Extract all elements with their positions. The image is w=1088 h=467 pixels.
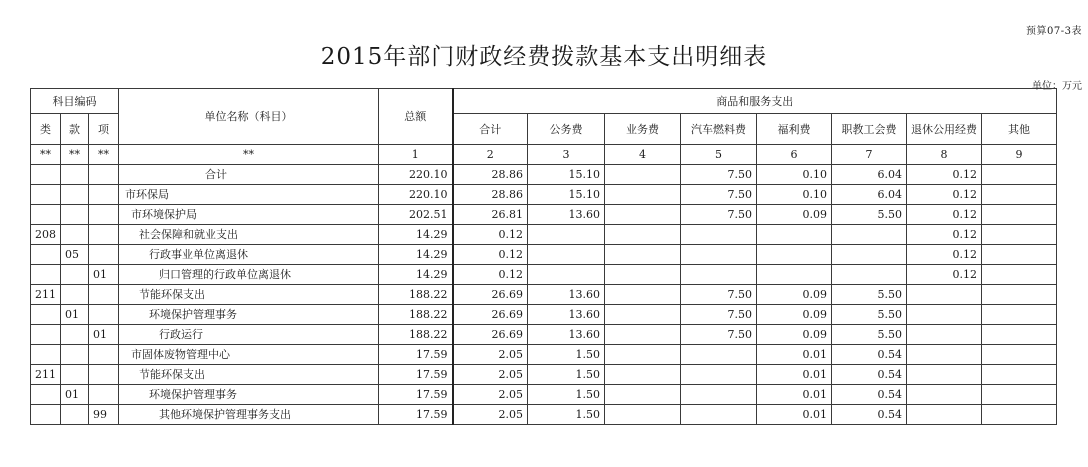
value-cell: 1.50 xyxy=(528,405,605,425)
table-row xyxy=(31,385,1057,405)
value-cell: 5.50 xyxy=(832,205,907,225)
unit-name-cell: 归口管理的行政单位离退休 xyxy=(119,265,379,285)
value-cell xyxy=(681,225,757,245)
table-row xyxy=(31,305,1057,325)
value-cell xyxy=(605,345,681,365)
value-cell xyxy=(757,245,832,265)
index-cell: 2 xyxy=(453,145,528,165)
value-cell xyxy=(528,265,605,285)
value-cell xyxy=(605,385,681,405)
value-cell: 13.60 xyxy=(528,325,605,345)
unit-name-cell: 节能环保支出 xyxy=(119,285,379,305)
value-cell xyxy=(907,405,982,425)
value-cell: 13.60 xyxy=(528,285,605,305)
table-row xyxy=(31,325,1057,345)
table-row xyxy=(31,165,1057,185)
value-cell: 0.12 xyxy=(907,205,982,225)
total-cell: 17.59 xyxy=(379,385,453,405)
value-cell xyxy=(681,385,757,405)
unit-name-cell: 市固体废物管理中心 xyxy=(119,345,379,365)
value-cell xyxy=(907,385,982,405)
value-cell: 6.04 xyxy=(832,165,907,185)
kuan-header: 款 xyxy=(61,114,89,145)
lei-cell xyxy=(31,345,61,365)
value-cell xyxy=(528,225,605,245)
col-header-gongwu: 公务费 xyxy=(528,114,605,145)
unit-name-cell: 行政事业单位离退休 xyxy=(119,245,379,265)
value-cell: 1.50 xyxy=(528,385,605,405)
value-cell xyxy=(681,345,757,365)
value-cell xyxy=(982,165,1057,185)
table-row xyxy=(31,285,1057,305)
value-cell: 13.60 xyxy=(528,305,605,325)
value-cell xyxy=(757,265,832,285)
subject-code-header: 科目编码 xyxy=(31,89,119,114)
header-row-1 xyxy=(31,89,1057,114)
value-cell xyxy=(907,365,982,385)
xiang-cell: 01 xyxy=(89,325,119,345)
value-cell: 28.86 xyxy=(453,165,528,185)
value-cell: 2.05 xyxy=(453,385,528,405)
value-cell xyxy=(982,385,1057,405)
col-header-retire: 退休公用经费 xyxy=(907,114,982,145)
value-cell: 5.50 xyxy=(832,285,907,305)
value-cell: 0.54 xyxy=(832,385,907,405)
value-cell xyxy=(605,325,681,345)
kuan-cell: 01 xyxy=(61,385,89,405)
value-cell xyxy=(681,265,757,285)
unit-name-cell: 社会保障和就业支出 xyxy=(119,225,379,245)
kuan-cell xyxy=(61,165,89,185)
xiang-cell xyxy=(89,345,119,365)
value-cell xyxy=(982,305,1057,325)
value-cell: 0.12 xyxy=(907,225,982,245)
value-cell: 0.12 xyxy=(907,265,982,285)
value-cell xyxy=(982,285,1057,305)
value-cell xyxy=(982,245,1057,265)
unit-name-cell: 市环境保护局 xyxy=(119,205,379,225)
index-cell: ** xyxy=(119,145,379,165)
total-header: 总额 xyxy=(379,89,453,145)
kuan-cell xyxy=(61,345,89,365)
value-cell xyxy=(605,265,681,285)
xiang-cell xyxy=(89,165,119,185)
value-cell xyxy=(681,365,757,385)
index-cell: ** xyxy=(61,145,89,165)
total-cell: 188.22 xyxy=(379,285,453,305)
goods-services-header: 商品和服务支出 xyxy=(453,89,1057,114)
value-cell xyxy=(982,405,1057,425)
col-header-heji: 合计 xyxy=(453,114,528,145)
value-cell xyxy=(605,365,681,385)
col-header-other: 其他 xyxy=(982,114,1057,145)
value-cell xyxy=(832,245,907,265)
lei-cell xyxy=(31,385,61,405)
kuan-cell xyxy=(61,205,89,225)
value-cell: 0.10 xyxy=(757,185,832,205)
kuan-cell xyxy=(61,365,89,385)
table-row xyxy=(31,225,1057,245)
value-cell xyxy=(907,285,982,305)
value-cell xyxy=(982,325,1057,345)
col-header-union: 职教工会费 xyxy=(832,114,907,145)
table-row xyxy=(31,185,1057,205)
expenditure-table xyxy=(30,88,1057,425)
total-cell: 14.29 xyxy=(379,265,453,285)
total-cell: 188.22 xyxy=(379,305,453,325)
value-cell: 7.50 xyxy=(681,185,757,205)
total-cell: 14.29 xyxy=(379,245,453,265)
value-cell: 0.09 xyxy=(757,325,832,345)
value-cell: 0.09 xyxy=(757,285,832,305)
col-header-yewu: 业务费 xyxy=(605,114,681,145)
lei-cell xyxy=(31,325,61,345)
value-cell xyxy=(605,405,681,425)
value-cell xyxy=(605,185,681,205)
value-cell: 5.50 xyxy=(832,305,907,325)
index-cell: 6 xyxy=(757,145,832,165)
total-cell: 17.59 xyxy=(379,365,453,385)
value-cell xyxy=(605,165,681,185)
value-cell: 0.12 xyxy=(453,225,528,245)
table-row xyxy=(31,405,1057,425)
index-cell: 4 xyxy=(605,145,681,165)
value-cell: 15.10 xyxy=(528,185,605,205)
lei-cell xyxy=(31,165,61,185)
xiang-header: 项 xyxy=(89,114,119,145)
value-cell xyxy=(907,345,982,365)
value-cell xyxy=(605,305,681,325)
col-header-fuel: 汽车燃料费 xyxy=(681,114,757,145)
total-cell: 220.10 xyxy=(379,165,453,185)
value-cell xyxy=(982,365,1057,385)
index-row xyxy=(31,145,1057,165)
value-cell: 0.12 xyxy=(453,265,528,285)
kuan-cell xyxy=(61,225,89,245)
xiang-cell xyxy=(89,225,119,245)
kuan-cell xyxy=(61,265,89,285)
value-cell: 26.69 xyxy=(453,285,528,305)
unit-name-cell: 节能环保支出 xyxy=(119,365,379,385)
document-code: 预算07-3表 xyxy=(1026,26,1082,37)
value-cell xyxy=(982,225,1057,245)
value-cell: 5.50 xyxy=(832,325,907,345)
lei-cell: 211 xyxy=(31,365,61,385)
value-cell: 13.60 xyxy=(528,205,605,225)
value-cell: 0.54 xyxy=(832,345,907,365)
value-cell: 26.81 xyxy=(453,205,528,225)
value-cell: 2.05 xyxy=(453,345,528,365)
unit-label: 单位：万元 xyxy=(1032,81,1082,92)
lei-cell xyxy=(31,185,61,205)
index-cell: 5 xyxy=(681,145,757,165)
lei-cell: 211 xyxy=(31,285,61,305)
kuan-cell xyxy=(61,185,89,205)
total-cell: 202.51 xyxy=(379,205,453,225)
unit-name-header: 单位名称（科目） xyxy=(119,89,379,145)
unit-name-cell: 环境保护管理事务 xyxy=(119,385,379,405)
value-cell: 0.01 xyxy=(757,405,832,425)
index-cell: 1 xyxy=(379,145,453,165)
value-cell: 7.50 xyxy=(681,205,757,225)
value-cell: 6.04 xyxy=(832,185,907,205)
value-cell: 0.12 xyxy=(453,245,528,265)
table-row xyxy=(31,245,1057,265)
value-cell: 7.50 xyxy=(681,165,757,185)
page-title: 2015年部门财政经费拨款基本支出明细表 xyxy=(320,44,768,70)
value-cell xyxy=(982,185,1057,205)
index-cell: 8 xyxy=(907,145,982,165)
total-cell: 220.10 xyxy=(379,185,453,205)
col-header-welfare: 福利费 xyxy=(757,114,832,145)
xiang-cell xyxy=(89,305,119,325)
value-cell: 1.50 xyxy=(528,345,605,365)
value-cell: 0.01 xyxy=(757,345,832,365)
value-cell xyxy=(605,225,681,245)
table-row xyxy=(31,345,1057,365)
lei-cell xyxy=(31,305,61,325)
unit-name-cell: 其他环境保护管理事务支出 xyxy=(119,405,379,425)
total-cell: 14.29 xyxy=(379,225,453,245)
xiang-cell xyxy=(89,365,119,385)
value-cell: 7.50 xyxy=(681,325,757,345)
value-cell: 7.50 xyxy=(681,305,757,325)
xiang-cell xyxy=(89,185,119,205)
value-cell xyxy=(832,265,907,285)
value-cell: 0.10 xyxy=(757,165,832,185)
xiang-cell xyxy=(89,285,119,305)
value-cell xyxy=(907,325,982,345)
lei-cell xyxy=(31,245,61,265)
value-cell: 7.50 xyxy=(681,285,757,305)
xiang-cell xyxy=(89,245,119,265)
xiang-cell xyxy=(89,205,119,225)
lei-cell xyxy=(31,405,61,425)
value-cell: 28.86 xyxy=(453,185,528,205)
unit-name-cell: 行政运行 xyxy=(119,325,379,345)
value-cell: 0.54 xyxy=(832,365,907,385)
total-cell: 17.59 xyxy=(379,345,453,365)
value-cell xyxy=(605,205,681,225)
index-cell: 7 xyxy=(832,145,907,165)
index-cell: 3 xyxy=(528,145,605,165)
value-cell: 2.05 xyxy=(453,405,528,425)
table-row xyxy=(31,265,1057,285)
xiang-cell: 99 xyxy=(89,405,119,425)
value-cell xyxy=(982,265,1057,285)
value-cell: 0.12 xyxy=(907,185,982,205)
index-cell: ** xyxy=(31,145,61,165)
lei-cell xyxy=(31,265,61,285)
lei-header: 类 xyxy=(31,114,61,145)
value-cell: 0.54 xyxy=(832,405,907,425)
value-cell: 26.69 xyxy=(453,305,528,325)
index-cell: ** xyxy=(89,145,119,165)
value-cell xyxy=(757,225,832,245)
value-cell: 26.69 xyxy=(453,325,528,345)
unit-name-cell: 合计 xyxy=(119,165,379,185)
value-cell: 0.01 xyxy=(757,385,832,405)
value-cell: 0.09 xyxy=(757,305,832,325)
value-cell xyxy=(982,345,1057,365)
value-cell xyxy=(982,205,1057,225)
value-cell: 15.10 xyxy=(528,165,605,185)
value-cell xyxy=(681,405,757,425)
value-cell: 0.01 xyxy=(757,365,832,385)
value-cell: 2.05 xyxy=(453,365,528,385)
kuan-cell xyxy=(61,405,89,425)
kuan-cell xyxy=(61,285,89,305)
index-cell: 9 xyxy=(982,145,1057,165)
value-cell: 1.50 xyxy=(528,365,605,385)
value-cell xyxy=(907,305,982,325)
value-cell: 0.12 xyxy=(907,165,982,185)
value-cell xyxy=(605,245,681,265)
kuan-cell: 05 xyxy=(61,245,89,265)
value-cell: 0.12 xyxy=(907,245,982,265)
total-cell: 17.59 xyxy=(379,405,453,425)
total-cell: 188.22 xyxy=(379,325,453,345)
unit-name-cell: 环境保护管理事务 xyxy=(119,305,379,325)
kuan-cell xyxy=(61,325,89,345)
value-cell xyxy=(605,285,681,305)
kuan-cell: 01 xyxy=(61,305,89,325)
value-cell: 0.09 xyxy=(757,205,832,225)
value-cell xyxy=(681,245,757,265)
value-cell xyxy=(528,245,605,265)
lei-cell xyxy=(31,205,61,225)
table-row xyxy=(31,205,1057,225)
xiang-cell xyxy=(89,385,119,405)
value-cell xyxy=(832,225,907,245)
lei-cell: 208 xyxy=(31,225,61,245)
unit-name-cell: 市环保局 xyxy=(119,185,379,205)
xiang-cell: 01 xyxy=(89,265,119,285)
table-row xyxy=(31,365,1057,385)
